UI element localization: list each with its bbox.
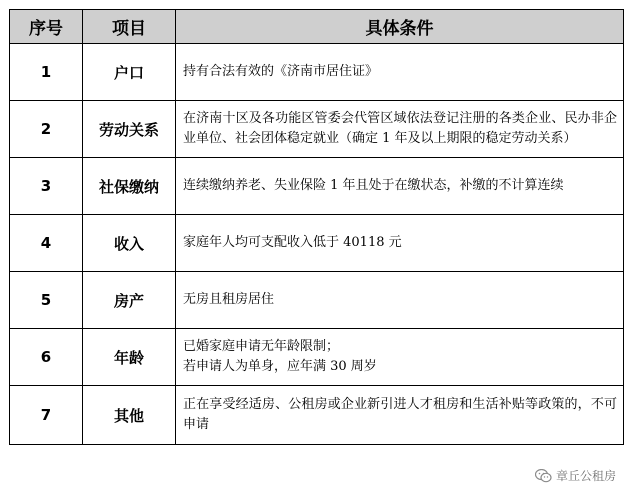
- row-item: 社保缴纳: [83, 158, 176, 215]
- table-row: [10, 386, 624, 445]
- header-serial: 序号: [10, 10, 83, 44]
- table-row: [10, 215, 624, 272]
- row-condition: 在济南十区及各功能区管委会代管区域依法登记注册的各类企业、民办非企业单位、社会团体稳定就业（确定 1 年及以上期限的稳定劳动关系）: [176, 101, 624, 158]
- row-item: 收入: [83, 215, 176, 272]
- watermark: [535, 467, 616, 484]
- table-row: [10, 272, 624, 329]
- table-row: [10, 329, 624, 386]
- row-item: 其他: [83, 386, 176, 445]
- header-item: 项目: [83, 10, 176, 44]
- row-number: 3: [10, 158, 83, 215]
- condition-line: 已婚家庭申请无年龄限制；: [183, 339, 340, 354]
- row-condition: 连续缴纳养老、失业保险 1 年且处于在缴状态，补缴的不计算连续: [176, 158, 624, 215]
- table-row: [10, 101, 624, 158]
- table-row: [10, 44, 624, 101]
- row-item: 户口: [83, 44, 176, 101]
- row-number: 6: [10, 329, 83, 386]
- row-number: 4: [10, 215, 83, 272]
- row-condition: [176, 329, 624, 386]
- row-number: 7: [10, 386, 83, 445]
- row-condition: 持有合法有效的《济南市居住证》: [176, 44, 624, 101]
- header-row: [10, 10, 624, 44]
- wechat-icon: [535, 469, 552, 483]
- row-number: 2: [10, 101, 83, 158]
- row-item: 劳动关系: [83, 101, 176, 158]
- row-number: 1: [10, 44, 83, 101]
- table-row: [10, 158, 624, 215]
- row-item: 年龄: [83, 329, 176, 386]
- row-condition: 无房且租房居住: [176, 272, 624, 329]
- condition-line: 若申请人为单身，应年满 30 周岁: [183, 359, 377, 374]
- header-condition: 具体条件: [176, 10, 624, 44]
- conditions-table: [9, 9, 624, 445]
- row-number: 5: [10, 272, 83, 329]
- watermark-text: 章丘公租房: [555, 469, 616, 483]
- row-condition: 正在享受经适房、公租房或企业新引进人才租房和生活补贴等政策的，不可申请: [176, 386, 624, 445]
- row-item: 房产: [83, 272, 176, 329]
- row-condition: 家庭年人均可支配收入低于 40118 元: [176, 215, 624, 272]
